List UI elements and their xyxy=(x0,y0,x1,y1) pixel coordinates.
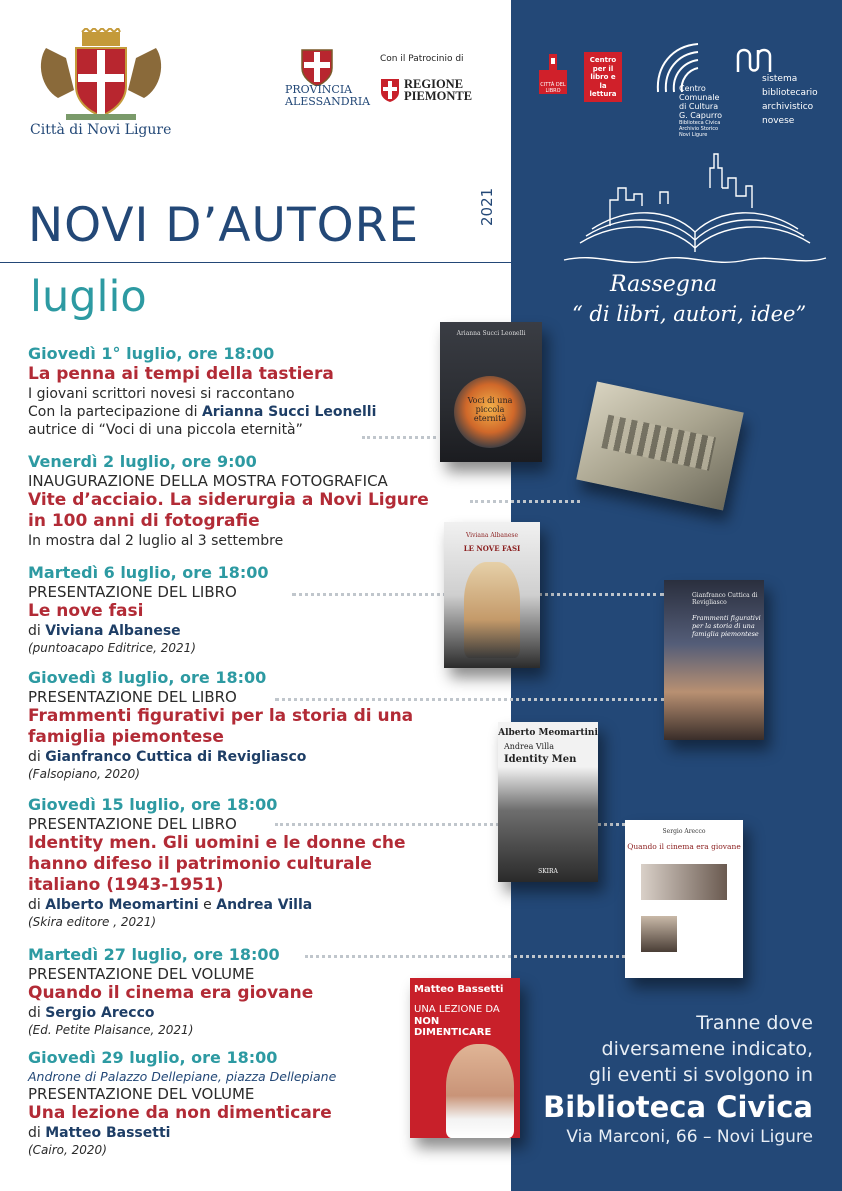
venue-address: Via Marconi, 66 – Novi Ligure xyxy=(566,1127,813,1147)
header-logos xyxy=(0,0,842,150)
regione-piemonte-label xyxy=(404,78,472,102)
book-cover-frammenti xyxy=(664,580,764,740)
event-date: Giovedì 1° luglio, ore 18:00 xyxy=(28,344,275,363)
capurro-sub-3: Novi Ligure xyxy=(679,132,708,138)
event-participant xyxy=(28,403,498,421)
book-author1: Alberto Meomartini xyxy=(498,728,598,738)
event-title-line3: italiano (1943-1951) xyxy=(28,875,224,895)
event-kicker: PRESENTAZIONE DEL LIBRO xyxy=(28,688,237,706)
by-prefix: di xyxy=(28,1005,46,1021)
centro-capurro-text xyxy=(679,84,722,138)
by-prefix: di xyxy=(28,897,46,913)
event-title-line1: Identity men. Gli uomini e le donne che xyxy=(28,833,406,853)
capurro-line-4: G. Capurro xyxy=(679,111,723,120)
book-author: Arianna Succi Leonelli xyxy=(456,330,526,337)
book-title: LE NOVE FASI xyxy=(463,544,521,553)
capurro-sub-2: Archivio Storico xyxy=(679,126,719,132)
title-rule xyxy=(0,262,511,263)
book-author2: Andrea Villa xyxy=(504,742,555,751)
book-author: Matteo Bassetti xyxy=(414,984,504,995)
event-publisher: (Skira editore , 2021) xyxy=(28,915,157,929)
city-name: Città di Novi Ligure xyxy=(30,122,172,138)
by-prefix: di xyxy=(28,623,46,639)
event-3 xyxy=(28,563,498,656)
event-date: Venerdì 2 luglio, ore 9:00 xyxy=(28,452,257,471)
poster-year: 2021 xyxy=(478,187,496,226)
event-description: In mostra dal 2 luglio al 3 settembre xyxy=(28,533,284,549)
book-title-line2: NON DIMENTICARE xyxy=(414,1016,492,1038)
author-name: Matteo Bassetti xyxy=(45,1125,171,1141)
event-author xyxy=(28,896,498,914)
event-date: Giovedì 15 luglio, ore 18:00 xyxy=(28,795,278,814)
participant-prefix: Con la partecipazione di xyxy=(28,404,202,420)
author-name: Sergio Arecco xyxy=(45,1005,155,1021)
event-publisher: (Falsopiano, 2020) xyxy=(28,767,140,781)
book-title: Voci di una piccola eternità xyxy=(467,396,513,423)
book-title-line1: UNA LEZIONE DA xyxy=(414,1004,500,1015)
centro-libro-text: Centro per il libro e la lettura xyxy=(589,56,617,98)
sistema-line-2: bibliotecario xyxy=(762,88,818,98)
book-cover-una-lezione xyxy=(410,978,520,1138)
venue-note-line3: gli eventi si svolgono in xyxy=(588,1064,813,1086)
event-title-line1: Vite d’acciaio. La siderurgia a Novi Ligure xyxy=(28,490,429,510)
book-author: Viviana Albanese xyxy=(465,532,519,539)
book-author: Gianfranco Cuttica di Revigliasco xyxy=(692,592,758,606)
event-kicker: INAUGURAZIONE DELLA MOSTRA FOTOGRAFICA xyxy=(28,472,388,490)
event-publisher: (Cairo, 2020) xyxy=(28,1143,107,1157)
event-date: Martedì 6 luglio, ore 18:00 xyxy=(28,563,269,582)
author2-name: Andrea Villa xyxy=(216,897,313,913)
event-description: I giovani scrittori novesi si raccontano xyxy=(28,386,295,402)
book-title: Quando il cinema era giovane xyxy=(627,842,741,851)
event-title-line2: hanno difeso il patrimonio culturale xyxy=(28,854,372,874)
event-date: Martedì 27 luglio, ore 18:00 xyxy=(28,945,280,964)
book-cover-still1 xyxy=(641,864,727,900)
tagline-line1: Rassegna xyxy=(610,272,718,297)
event-2 xyxy=(28,452,498,550)
regione-line1: REGIONE xyxy=(404,77,464,91)
provincia-shield-icon xyxy=(300,46,334,86)
capurro-line-1: Centro xyxy=(679,84,706,93)
event-kicker: PRESENTAZIONE DEL VOLUME xyxy=(28,965,255,983)
citta-del-libro-text: CITTÀ DEL LIBRO xyxy=(540,82,566,94)
citta-del-libro-logo xyxy=(537,52,569,100)
by-prefix: di xyxy=(28,1125,46,1141)
regione-line2: PIEMONTE xyxy=(404,89,473,103)
book-cover-identity-men xyxy=(498,722,598,882)
and-joiner: e xyxy=(198,897,217,913)
book-cover-voci-eternita xyxy=(440,322,542,462)
event-title: La penna ai tempi della tastiera xyxy=(28,364,334,384)
tagline-line2: “ di libri, autori, idee” xyxy=(572,302,807,326)
book-title: Frammenti figurativi per la storia di una famiglia piemontese xyxy=(692,614,761,638)
sistema-bibliotecario-icon xyxy=(736,44,776,74)
participant-name: Arianna Succi Leonelli xyxy=(201,404,377,420)
author-name: Alberto Meomartini xyxy=(45,897,199,913)
photo-detail xyxy=(601,415,716,471)
event-title: Le nove fasi xyxy=(28,601,144,621)
centro-libro-logo xyxy=(584,52,622,102)
event-title-line2: famiglia piemontese xyxy=(28,727,224,747)
capurro-line-2: Comunale xyxy=(679,93,720,102)
event-5 xyxy=(28,795,498,930)
open-book-skyline-icon xyxy=(560,148,830,273)
event-venue: Androne di Palazzo Dellepiane, piazza Dellepiane xyxy=(28,1069,337,1084)
book-publisher: SKIRA xyxy=(538,868,558,875)
novi-ligure-coat-of-arms-icon xyxy=(36,28,166,124)
month-label: luglio xyxy=(30,272,147,322)
event-title-line2: in 100 anni di fotografie xyxy=(28,511,260,531)
event-kicker: PRESENTAZIONE DEL LIBRO xyxy=(28,583,237,601)
sistema-line-1: sistema xyxy=(762,74,798,84)
book-cover-le-nove-fasi xyxy=(444,522,540,668)
event-title: Quando il cinema era giovane xyxy=(28,983,314,1003)
sistema-line-4: novese xyxy=(762,116,795,126)
book-cover-still2 xyxy=(641,916,677,952)
venue-name: Biblioteca Civica xyxy=(543,1090,813,1124)
event-kicker: PRESENTAZIONE DEL LIBRO xyxy=(28,815,237,833)
sistema-text xyxy=(762,72,818,128)
book-author: Sergio Arecco xyxy=(662,828,706,835)
provincia-label xyxy=(285,83,371,108)
provincia-line2: ALESSANDRIA xyxy=(285,95,371,108)
event-publisher: (Ed. Petite Plaisance, 2021) xyxy=(28,1023,194,1037)
author-name: Gianfranco Cuttica di Revigliasco xyxy=(45,749,307,765)
provincia-line1: PROVINCIA xyxy=(285,83,353,96)
book-cover-portrait xyxy=(464,562,520,658)
book-cover-portrait xyxy=(446,1044,514,1138)
event-title-line1: Frammenti figurativi per la storia di una xyxy=(28,706,414,726)
author-name: Viviana Albanese xyxy=(45,623,181,639)
event-title: Una lezione da non dimenticare xyxy=(28,1103,332,1123)
by-prefix: di xyxy=(28,749,46,765)
book-title: Identity Men xyxy=(504,754,577,765)
event-1 xyxy=(28,344,498,439)
poster-title: NOVI D’AUTORE xyxy=(28,198,420,253)
event-date: Giovedì 8 luglio, ore 18:00 xyxy=(28,668,267,687)
venue-info xyxy=(511,1010,813,1148)
event-author xyxy=(28,622,498,640)
capurro-sub-1: Biblioteca Civica xyxy=(679,120,721,126)
capurro-line-3: di Cultura xyxy=(679,102,719,111)
venue-note-line2: diversamene indicato, xyxy=(601,1038,813,1060)
event-publisher: (puntoacapo Editrice, 2021) xyxy=(28,641,196,655)
book-cover-cinema-giovane xyxy=(625,820,743,978)
event-date: Giovedì 29 luglio, ore 18:00 xyxy=(28,1048,278,1067)
sistema-line-3: archivistico xyxy=(762,102,814,112)
venue-note-line1: Tranne dove xyxy=(696,1012,813,1034)
event-note: autrice di “Voci di una piccola eternità” xyxy=(28,422,303,438)
event-kicker: PRESENTAZIONE DEL VOLUME xyxy=(28,1085,255,1103)
event-author xyxy=(28,748,498,766)
regione-piemonte-shield-icon xyxy=(380,78,400,102)
patronage-label: Con il Patrocinio di xyxy=(380,54,464,64)
event-4 xyxy=(28,668,498,782)
